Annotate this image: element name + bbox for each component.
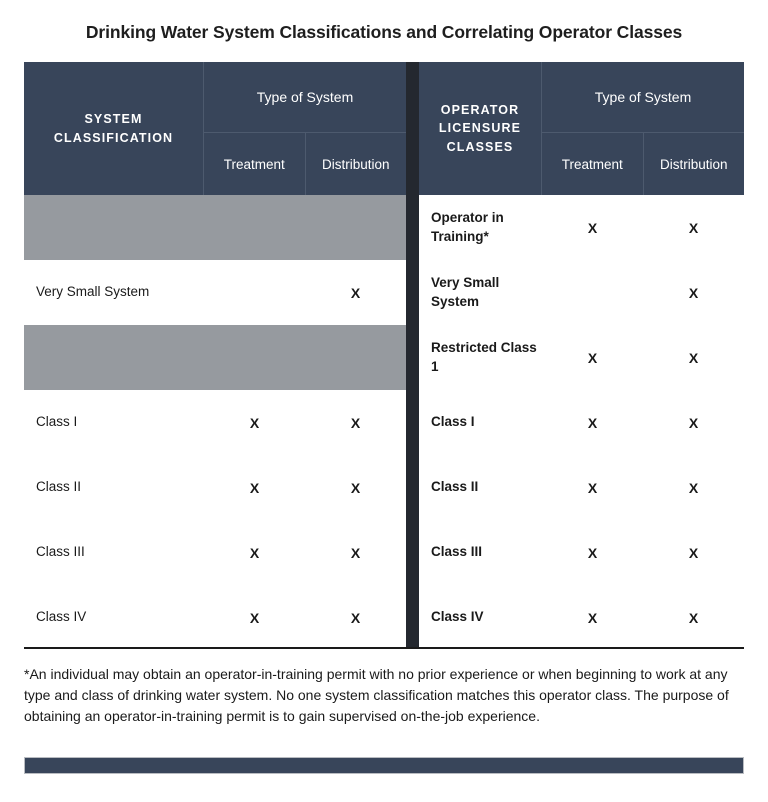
- treatment-mark: X: [587, 349, 598, 366]
- table-row: [419, 325, 744, 390]
- right-sub-headers: [542, 133, 744, 195]
- distribution-mark: X: [350, 609, 361, 626]
- row-label: Class II: [36, 479, 82, 495]
- table-row: [419, 455, 744, 520]
- left-table-header: [24, 62, 406, 195]
- treatment-mark: X: [587, 414, 598, 431]
- row-label: Class III: [36, 544, 85, 560]
- table-row: [419, 585, 744, 650]
- distribution-mark: X: [688, 219, 699, 236]
- treatment-mark: X: [587, 544, 598, 561]
- table-row: [24, 455, 406, 520]
- right-table-header: [419, 62, 744, 195]
- right-sub-header-treatment: Treatment: [561, 156, 623, 172]
- page-title: Drinking Water System Classifications and Correlating Operator Classes: [85, 22, 683, 42]
- table-row: [24, 520, 406, 585]
- table-row: [419, 260, 744, 325]
- right-sub-header-distribution: Distribution: [643, 133, 745, 195]
- row-label: Class III: [431, 544, 483, 560]
- row-label: Operator in Training*: [431, 210, 504, 244]
- right-table-body: [419, 195, 744, 650]
- distribution-mark: X: [350, 544, 361, 561]
- row-label: Class IV: [36, 609, 87, 625]
- table-row: [24, 585, 406, 650]
- left-sub-header-distribution: Distribution: [305, 133, 407, 195]
- treatment-mark: X: [249, 479, 260, 496]
- left-row-header-label: SYSTEM CLASSIFICATION: [24, 62, 204, 195]
- row-label: Class IV: [431, 609, 484, 625]
- table-row: [419, 195, 744, 260]
- system-classification-table: [24, 62, 406, 648]
- distribution-mark: X: [688, 414, 699, 431]
- bottom-accent-bar: [24, 757, 744, 774]
- row-label: Class I: [36, 414, 78, 430]
- treatment-mark: X: [249, 414, 260, 431]
- distribution-mark: X: [688, 479, 699, 496]
- row-label: Very Small System: [431, 275, 500, 309]
- distribution-mark: X: [350, 414, 361, 431]
- row-label: Restricted Class 1: [431, 340, 537, 374]
- distribution-mark: X: [350, 479, 361, 496]
- right-type-of-system-group: [542, 62, 744, 195]
- left-sub-headers: [204, 133, 406, 195]
- table-row: [24, 325, 406, 390]
- table-bottom-rule: [24, 647, 744, 649]
- distribution-mark: X: [350, 284, 361, 301]
- left-type-of-system-group: [204, 62, 406, 195]
- table-row: [419, 520, 744, 585]
- table-row: [24, 260, 406, 325]
- treatment-mark: X: [587, 479, 598, 496]
- tables-container: [24, 62, 744, 648]
- left-sub-header-treatment: Treatment: [223, 156, 285, 172]
- treatment-mark: X: [249, 544, 260, 561]
- footnote-text: *An individual may obtain an operator-in-training permit with no prior experience or when beginning to work at any type and class of drinking water system. No one system classification matches this operator class. The purpose of obtaining an operator-in-training permit is to gain supervised on-the-job experience.: [24, 666, 729, 724]
- row-label: Class II: [431, 479, 479, 495]
- table-row: [24, 195, 406, 260]
- treatment-mark: X: [587, 609, 598, 626]
- row-label: Class I: [431, 414, 475, 430]
- treatment-mark: X: [587, 219, 598, 236]
- left-table-body: [24, 195, 406, 650]
- right-row-header-label: OPERATOR LICENSURE CLASSES: [419, 62, 542, 195]
- right-group-header-label: Type of System: [542, 62, 744, 133]
- table-row: [419, 390, 744, 455]
- distribution-mark: X: [688, 349, 699, 366]
- distribution-mark: X: [688, 284, 699, 301]
- operator-licensure-table: [419, 62, 744, 648]
- distribution-mark: X: [688, 609, 699, 626]
- row-label: Very Small System: [36, 284, 150, 300]
- table-divider: [406, 62, 419, 648]
- left-group-header-label: Type of System: [204, 62, 406, 133]
- distribution-mark: X: [688, 544, 699, 561]
- table-row: [24, 390, 406, 455]
- treatment-mark: X: [249, 609, 260, 626]
